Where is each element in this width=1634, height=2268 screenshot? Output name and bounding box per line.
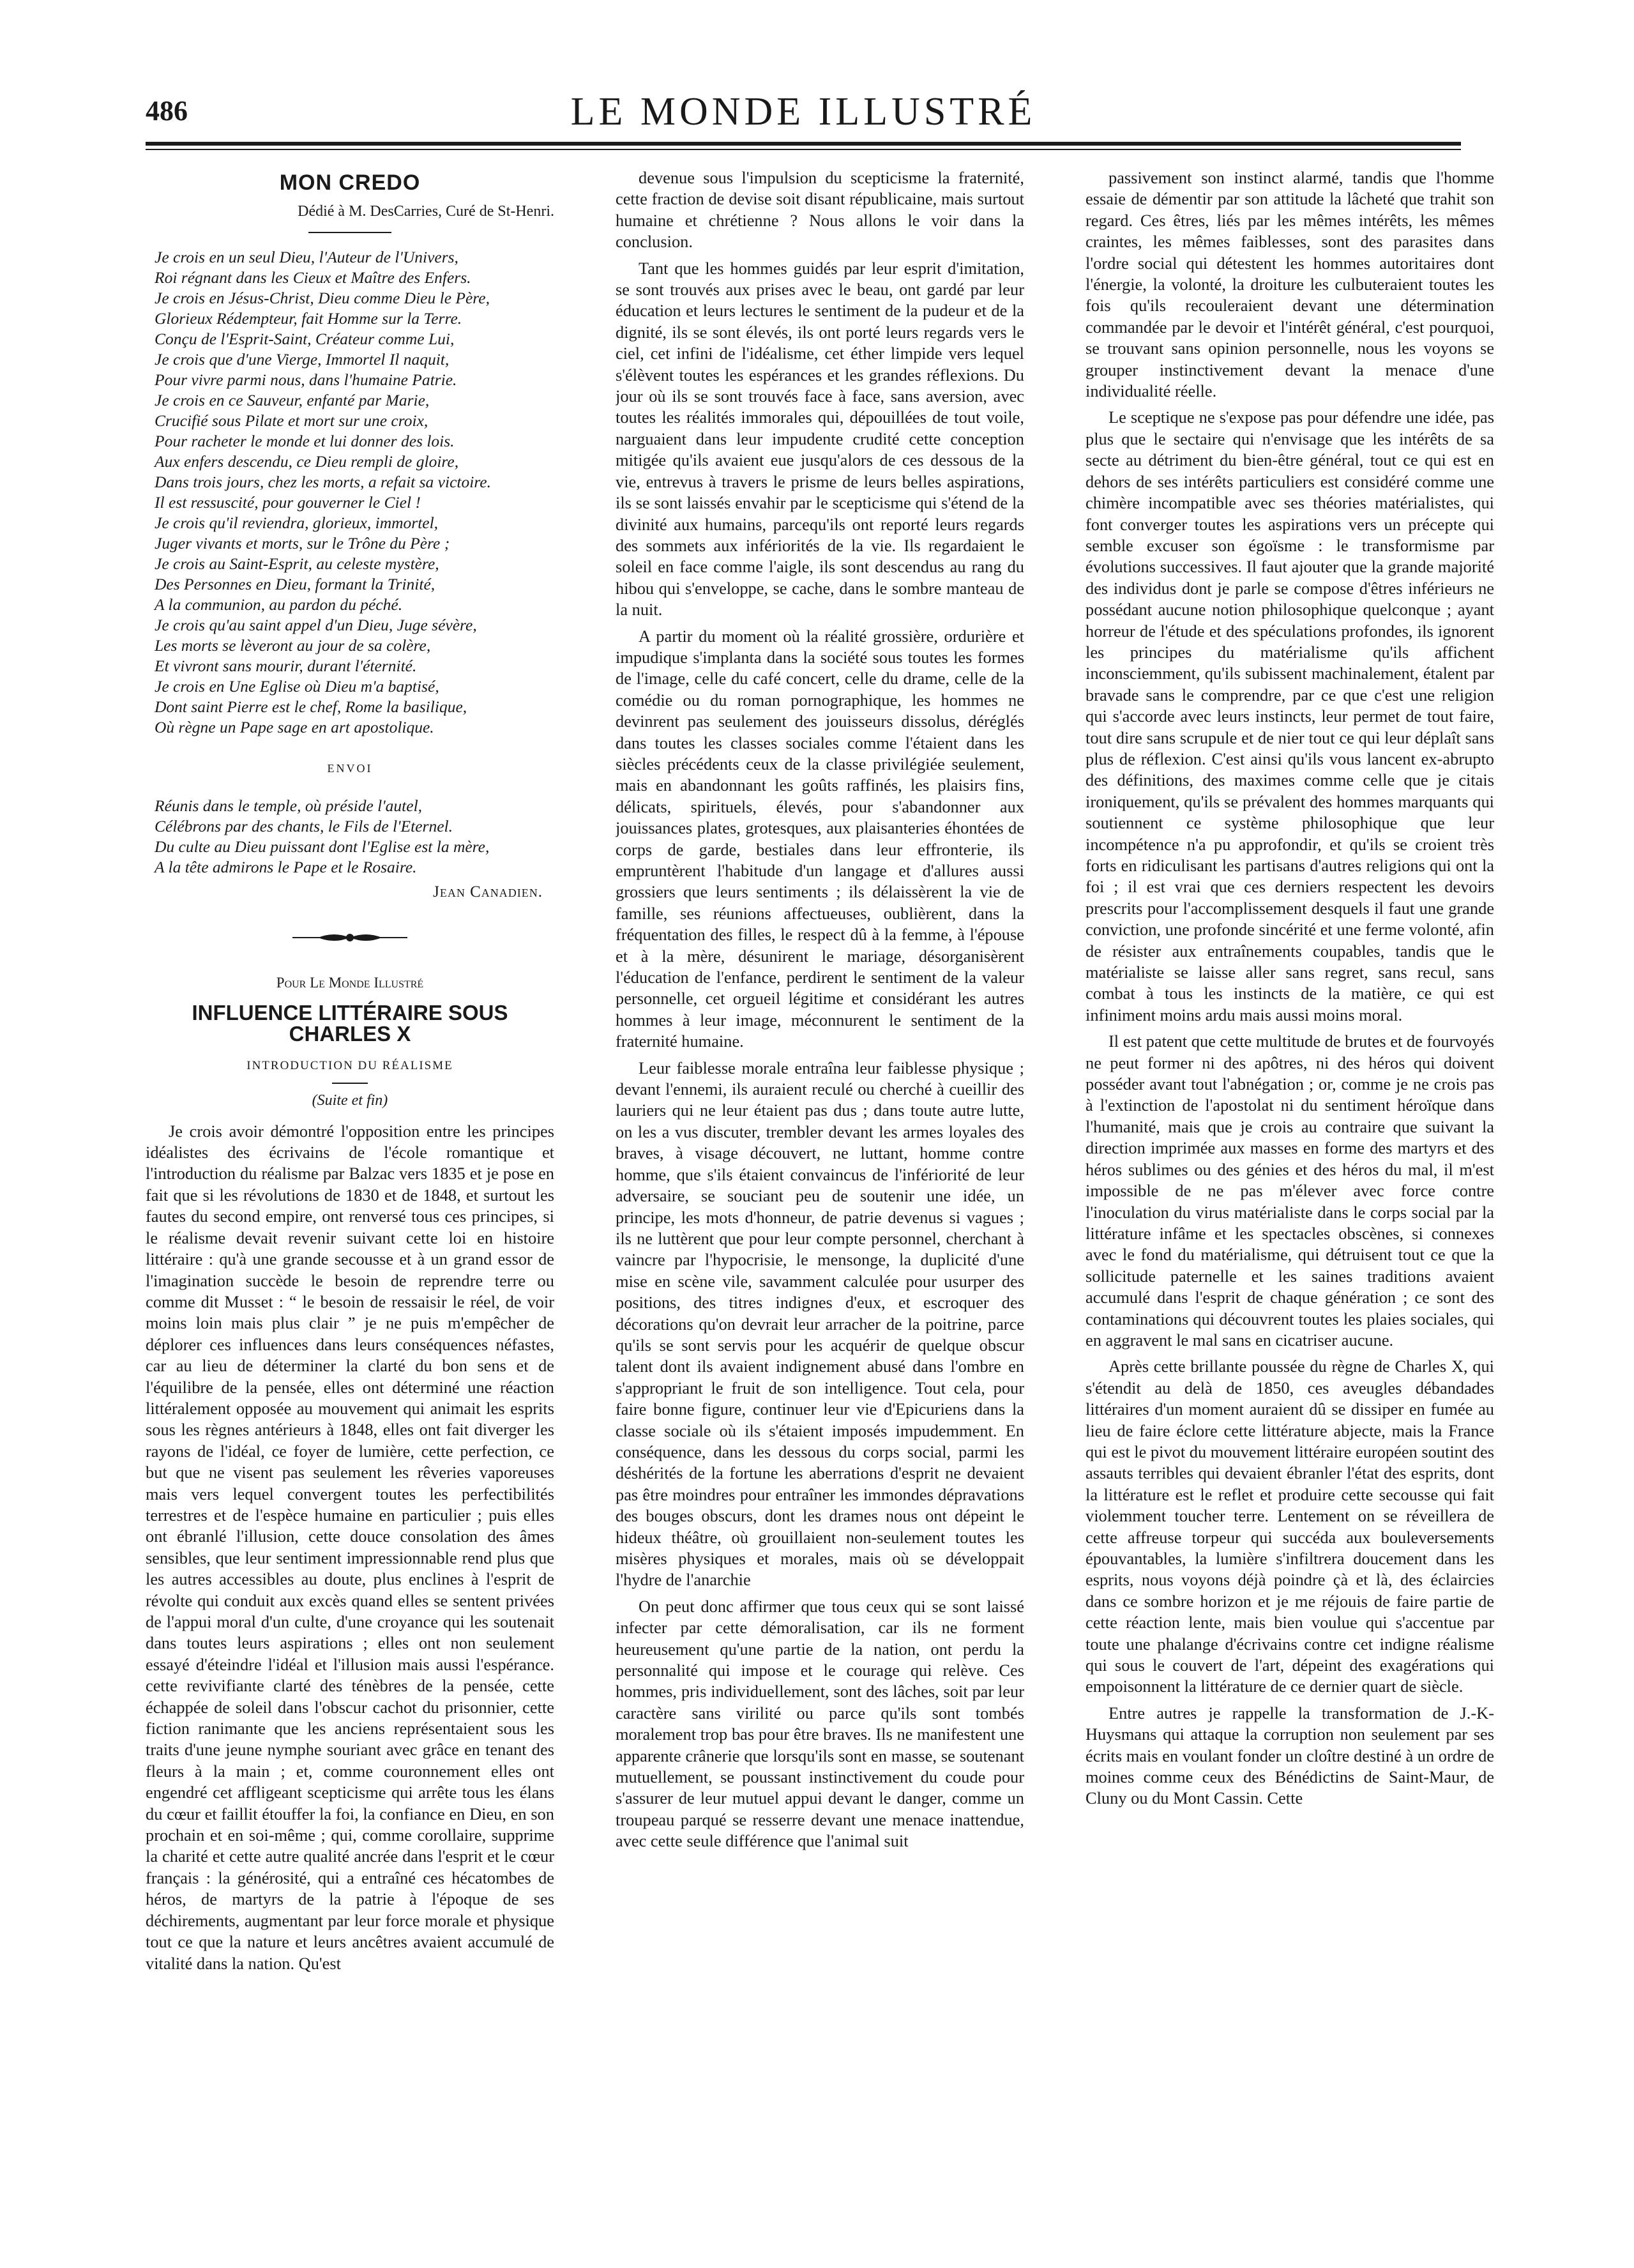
poem-line: A la tête admirons le Pape et le Rosaire. [155,858,417,877]
article-paragraph: Tant que les hommes guidés par leur esprit d'imitation, se sont trouvés aux prises avec le beau, ont gardé par leur éducation et leurs lectures le sentiment de la pudeur et de la dignité, ils se sont élevés, ils ont porté leurs regards vers le ciel, cet infini de l'idéalisme, cet éther limpide vers lequel s'élèvent toutes les espérances et les grandes réflexions. Du jour où ils se sont trouvés face à face, sans aversion, avec toutes les réalités immorales qui, dépouillées de tout voile, narguaient dans leur impudente crudité cette conception mitigée qu'ils avaient eue jusqu'alors de ces dessous de la vie, entrevus à travers le prisme de leurs belles aspirations, ils se sont laissés envahir par le scepticisme qui s'étend de la divinité aux humains, parcequ'ils ont reporté leurs regards des sommets aux infériorités de la vie. Ils regardaient le soleil en face comme l'aigle, ils sont descendus au rang du hibou qui s'enveloppe, se cache, dans le sombre manteau de la nuit. [616,258,1024,620]
header-rule [146,142,1461,146]
poem-line: Où règne un Pape sage en art apostolique. [155,717,434,736]
article-for-line: Pour Le Monde Illustré [276,974,424,991]
poem-line: Il est ressuscité, pour gouverner le Ciel ! [155,492,421,512]
poem-line: Réunis dans le temple, où préside l'autel, [155,796,423,816]
poem-line: Je crois qu'au saint appel d'un Dieu, Juge sévère, [155,615,477,634]
poem-dedication: Dédié à M. DesCarries, Curé de St-Henri. [298,203,554,220]
article-paragraph: passivement son instinct alarmé, tandis que l'homme essaie de démentir par son attitude la lâcheté que trahit son regard. Ces êtres, liés par les mêmes intérêts, les mêmes craintes, les mêmes faiblesses, sont des parasites dans l'ordre social qui détestent les hommes autoritaires dont l'énergie, la volonté, la droiture les culbuteraient toutes les fois qu'ils recouleraient devant une détermination commandée par le devoir et l'intérêt général, c'est pourquoi, se trouvant sans opinion personnelle, nous les voyons se grouper instinctivement devant la menace d'une individualité réelle. [1086,168,1494,401]
article-title: INFLUENCE LITTÉRAIRE SOUS CHARLES X [192,1001,508,1046]
poem-line: Dont saint Pierre est le chef, Rome la basilique, [155,697,467,716]
poem-line: Crucifié sous Pilate et mort sur une croix, [155,411,428,430]
column-1 [146,167,554,2186]
column-3 [1086,167,1494,2186]
article-subtitle: INTRODUCTION DU RÉALISME [246,1058,453,1072]
poem-line: Je crois en un seul Dieu, l'Auteur de l'Univers, [155,247,458,266]
poem-signature: Jean Canadien. [433,883,543,901]
article-body-col1 [146,1121,554,1974]
poem-line: Roi régnant dans les Cieux et Maître des Enfers. [155,268,471,287]
column-2 [616,167,1024,2186]
poem-line: Conçu de l'Esprit-Saint, Créateur comme Lui, [155,329,455,348]
poem-line: Pour vivre parmi nous, dans l'humaine Patrie. [155,370,457,389]
poem-line: Glorieux Rédempteur, fait Homme sur la Terre. [155,308,462,328]
divider [308,232,391,233]
poem-line: A la communion, au pardon du péché. [155,595,403,614]
masthead: LE MONDE ILLUSTRÉ [570,90,1036,133]
poem-line: Pour racheter le monde et lui donner des lois. [155,431,455,450]
ornament-divider [292,929,407,947]
page-header [146,89,1461,141]
article-paragraph: Je crois avoir démontré l'opposition entre les principes idéalistes des écrivains de l'école romantique et l'introduction du réalisme par Balzac vers 1835 et je pose en fait que si les révolutions de 1830 et de 1848, et surtout les fautes du second empire, ont renversé tous ces principes, si le réalisme devait revenir suivant cette loi en histoire littéraire : qu'à une grande secousse et à un grand essor de l'imagination succède le besoin de reprendre terre ou comme dit Musset : “ le besoin de ressaisir le réel, de voir moins loin mais plus clair ” je ne puis m'empêcher de déplorer ces influences dans leurs conséquences néfastes, car au lieu de déterminer la clarté du bon sens et de l'équilibre de la pensée, elles ont déterminé une réaction littéralement opposée au mouvement qui animait les esprits sous les règnes antérieurs à 1848, elles ont fait diverger les rayons de l'idéal, ce foyer de lumière, cette perfection, ce but que ne visent pas seulement les rêveries vaporeuses mais vers lequel convergent toutes les perfectibilités terrestres et de l'espèce humaine en particulier ; puis elles ont ébranlé l'illusion, cette douce consolation des âmes sensibles, que leur sentiment impressionnable rend plus que les autres accessibles au doute, plus enclines à l'esprit de révolte qui conduit aux excès quand elles se sentent privées de l'appui moral d'un culte, d'une croyance qui les soutenait dans toutes leurs aspirations ; elles ont non seulement essayé d'éteindre l'idéal et l'illusion mais aussi l'espérance. cette revivifiante clarté des ténèbres de la pensée, cette échappée de soleil dans l'obscur cachot du prisonnier, cette fiction ranimante que les anciens représentaient sous les traits d'une jeune nymphe souriant avec grâce en tenant des fleurs à la main ; et, comme couronnement elles ont engendré cet affligeant scepticisme qui arrête tous les élans du cœur et faillit étouffer la foi, la confiance en Dieu, en son prochain et en soi-même ; qui, comme corollaire, supprime la charité et cette autre qualité ancrée dans l'esprit et le cœur français : la générosité, qui a entraîné ces hécatombes de héros, de martyrs de la patrie à l'époque de ses déchirements, augmentant par leur force morale et physique tout ce que la nature et leurs ancêtres avaient accumulé de vitalité dans la nation. Qu'est [146,1121,554,1973]
poem-line: Célébrons par des chants, le Fils de l'Eternel. [155,817,453,836]
poem-line: Je crois que d'une Vierge, Immortel Il naquit, [155,349,450,369]
poem-line: Du culte au Dieu puissant dont l'Eglise est la mère, [155,837,490,856]
poem-title: MON CREDO [279,171,421,195]
poem-line: Je crois qu'il reviendra, glorieux, immortel, [155,513,439,532]
page-number: 486 [146,95,188,126]
poem-envoi [146,796,554,878]
envoi-heading: ENVOI [327,761,373,775]
article-paragraph: Leur faiblesse morale entraîna leur faiblesse physique ; devant l'ennemi, ils auraient reculé ou cherché à cueillir des lauriers qui ne leur étaient pas dus ; dans toute autre lutte, on les a vus discuter, trembler devant les armes loyales des braves, à visage découvert, ne luttant, homme contre homme, que s'ils étaient convaincus de l'infériorité de leur adversaire, se souciant peu de soutenir une idée, un principe, les mots d'honneur, de patrie devenus si vagues ; ils ne luttèrent que pour leur compte personnel, cherchant à vaincre par l'hypocrisie, le mensonge, la duplicité d'une mise en scène vile, savamment calculée pour usurper des positions, des titres indignes d'eux, et escroquer des décorations qu'on devrait leur arracher de la poitrine, parce qu'ils se sont servis pour les acquérir de quelque obscur talent dont ils avaient indignement abusé dans l'ombre en s'appropriant le fruit de son intelligence. Tout cela, pour faire bonne figure, continuer leur vie d'Epicuriens dans la classe sociale où ils s'étaient imposés impudemment. En conséquence, dans les dessous du corps social, parmi les déshérités de la fortune les aberrations d'esprit ne devaient pas être moindres pour entraîner les immondes dépravations des bouges obscurs, dont les drames nous ont dépeint le hideux théâtre, où grouillaient non-seulement toutes les misères physiques et morales, mais où se développait l'hydre de l'anarchie [616,1058,1024,1590]
article-paragraph: devenue sous l'impulsion du scepticisme la fraternité, cette fraction de devise soit disant républicaine, mais surtout humaine et chrétienne ? Nous allons le voir dans la conclusion. [616,168,1024,252]
poem-line: Je crois en Jésus-Christ, Dieu comme Dieu le Père, [155,288,490,307]
article-paragraph: On peut donc affirmer que tous ceux qui se sont laissé infecter par cette démoralisation, car ils ne forment heureusement qu'une partie de la nation, ont perdu la personnalité qui impose et le courage qui relève. Ces hommes, pris individuellement, sont des lâches, soit par leur caractère sans virilité ou parce qu'ils sont tombés moralement trop bas pour être braves. Ils ne manifestent une apparente crânerie que lorsqu'ils sont en masse, se soutenant mutuellement, se poussant instinctivement du coude pour s'assurer de leur mutuel appui devant le danger, comme un troupeau parqué se resserre devant une menace inattendue, avec cette seule différence que l'animal suit [616,1596,1024,1851]
poem-line: Je crois au Saint-Esprit, au celeste mystère, [155,554,439,573]
poem-line: Des Personnes en Dieu, formant la Trinité, [155,574,435,593]
divider [332,1083,368,1084]
poem-line: Dans trois jours, chez les morts, a refait sa victoire. [155,472,491,491]
article-paragraph: Il est patent que cette multitude de brutes et de fourvoyés ne peut former ni des apôtres, ni des héros qui doivent posséder avant tout l'abnégation ; or, comme je ne crois pas à l'extinction de l'apostolat ni du sentiment héroïque dans l'humanité, mais que je crois au contraire que suivant la direction imprimée aux masses en forme des martyrs et des héros sublimes ou des génies et des héros du mal, il m'est impossible de ne pas m'élever avec force contre l'inoculation du virus matérialiste dans le corps social par la littérature infâme et les spectacles obscènes, si connexes avec le fond du matérialisme, qui détruisent tout ce que la sollicitude paternelle et les saines traditions avaient accumulé dans l'esprit de chaque génération ; ce sont des contaminations qui découvrent toutes les plaies sociales, qui en aggravent le mal sans en cicatriser aucune. [1086,1031,1494,1350]
article-paragraph: Entre autres je rappelle la transformation de J.-K-Huysmans qui attaque la corruption non seulement par ses écrits mais en voulant fonder un cloître destiné à un ordre de moines comme ceux des Bénédictins de Saint-Maur, de Cluny ou du Mont Cassin. Cette [1086,1703,1494,1808]
poem-stanza [146,247,554,738]
article-paragraph: Après cette brillante poussée du règne de Charles X, qui s'étendit au delà de 1850, ces aveugles débandades littéraires d'un moment auraient dû se dissiper en fumée au lieu de faire éclore cette littérature abjecte, mais la France qui est le pivot du mouvement littéraire européen soutint des assauts terribles qui devaient ébranler l'état des esprits, dont la littérature est le reflet et produire cette secousse qui fait violemment toucher terre. Lentement on se réveillera de cette affreuse torpeur qui succéda aux bouleversements épouvantables, la lumière s'infiltrera doucement dans les esprits, nous voyons déjà poindre çà et là, des éclaircies dans ce sombre horizon et je me réjouis de faire partie de cette réaction lente, mais bien voulue qui s'accentue par toute une phalange d'écrivains contre cet indigne réalisme qui sous le couvert de l'art, dépeint des exagérations qui empoisonnent la littérature de ce dernier quart de siècle. [1086,1357,1494,1696]
article-paragraph: Le sceptique ne s'expose pas pour défendre une idée, pas plus que le sectaire qui n'envisage que les intérêts de sa secte au détriment du bien-être général, tout ce qui est en dehors de ses intérêts particuliers est considéré comme une chimère incompatible avec ses théories matérialistes, qui font converger toutes les aspirations vers un précepte qui semble excuser son égoïsme : le transformisme par évolutions successives. Il faut ajouter que la grande majorité des individus dont je parle se compose d'êtres inférieurs ne possédant aucune notion philosophique quelconque ; ayant horreur de l'étude et des spéculations profondes, ils ignorent les principes du matérialisme qu'ils affichent inconsciemment, qu'ils subissent machinalement, étalent par bravade sans le comprendre, par ce que c'est une religion qui s'accorde avec leurs instincts, leur permet de tout faire, tout dire sans scrupule et de nier tout ce qui leur déplaît sans plus de réflexion. C'est ainsi qu'ils vous lancent ex-abrupto des définitions, des maximes comme celle que je citais ironiquement, qu'ils se prévalent des hommes marquants qui soutiennent ce système philosophique que leur incompétence n'a pu approfondir, et qu'ils se croient très forts en ridiculisant les partisans d'autres religions qui ont la foi ; il est vrai que ces derniers respectent les devoirs prescrits pour l'accomplissement desquels il faut une grande conviction, une profonde sincérité et une ferme volonté, afin de résister aux entraînements coupables, tandis que le matérialiste se laisse aller sans regret, sans recul, sans combat à tous les instincts de la matière, ce qui est infiniment moins ardu mais aussi moins moral. [1086,407,1494,1024]
article-part: (Suite et fin) [312,1092,388,1109]
poem-line: Aux enfers descendu, ce Dieu rempli de gloire, [155,452,459,471]
poem-line: Les morts se lèveront au jour de sa colère, [155,635,431,655]
poem-line: Je crois en ce Sauveur, enfanté par Marie, [155,390,430,409]
header-rule-thin [146,149,1461,150]
poem-line: Je crois en Une Eglise où Dieu m'a baptisé, [155,676,439,696]
article-paragraph: A partir du moment où la réalité grossière, ordurière et impudique s'implanta dans la société sous toutes les formes de l'image, celle du café concert, celle du drame, celle de la comédie ou du roman pornographique, les hommes ne devinrent pas seulement des jouisseurs dissolus, déréglés dans toutes les classes sociales comme l'étaient dans les siècles précédents ceux de la classe privilégiée seulement, mais en abandonnant les goûts raffinés, les plaisirs fins, délicats, spirituels, élevés, pour s'abandonner aux jouissances plates, grotesques, aux plaisanteries éhontées de corps de garde, bestiales dans leur effronterie, ils empruntèrent l'habitude d'un langage et d'allures aussi grossiers que leurs sentiments ; ils délaissèrent la vie de famille, ses réunions affectueuses, oublièrent, dans la fréquentation des filles, le respect dû à la femme, à l'épouse et à la mère, désunirent le mariage, désorganisèrent l'éducation de l'enfance, perdirent le sentiment de la valeur personnelle, cet orgueil légitime et considérant les autres hommes à leur image, méconnurent le sentiment de la fraternité humaine. [616,626,1024,1051]
poem-line: Et vivront sans mourir, durant l'éternité. [155,656,417,675]
poem-line: Juger vivants et morts, sur le Trône du Père ; [155,533,450,552]
